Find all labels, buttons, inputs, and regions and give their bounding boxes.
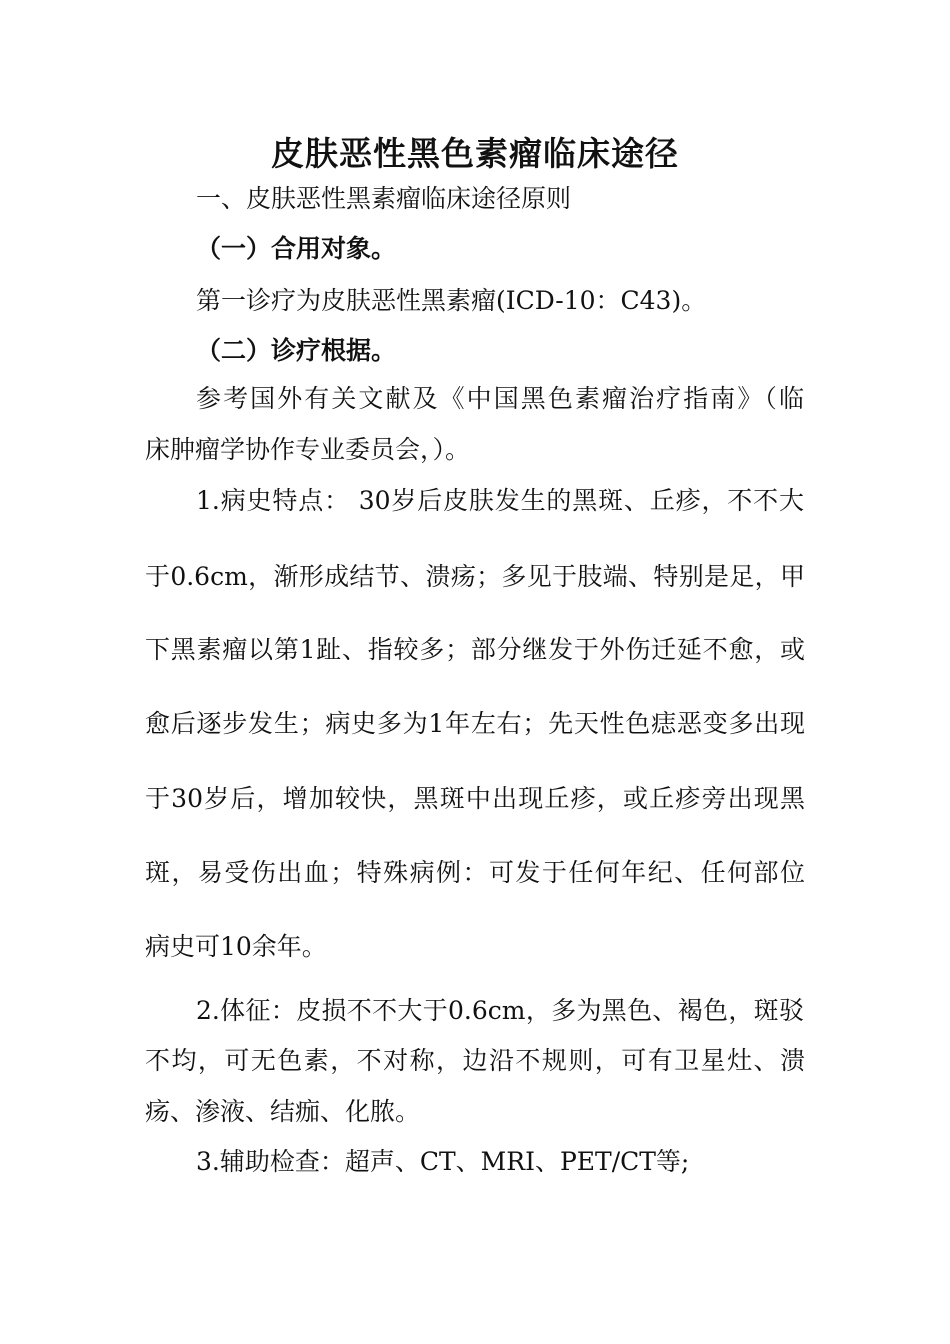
applicable-text: 第一诊疗为皮肤恶性黑素瘤(ICD-10：C43)。 [196,286,707,315]
basis-line: 参考国外有关文献及《中国黑色素瘤治疗指南》（临 [196,384,804,413]
signs-line: 2.体征：皮损不不大于0.6cm，多为黑色、褐色，斑驳 [196,996,804,1025]
section-heading: 一、皮肤恶性黑素瘤临床途径原则 [196,184,572,213]
signs-line: 不均，可无色素，不对称，边沿不规则，可有卫星灶、溃 [145,1046,805,1075]
basis-line: 床肿瘤学协作专业委员会，）。 [145,435,471,464]
auxiliary-exam-line: 3.辅助检查：超声、CT、MRI、PET/CT等; [196,1147,690,1176]
history-line: 于0.6cm，渐形成结节、溃疡；多见于肢端、特别是足，甲 [145,562,805,591]
subsection-heading-applicable: （一）合用对象。 [196,234,397,263]
history-line: 1.病史特点： 30岁后皮肤发生的黑斑、丘疹，不不大 [196,486,804,515]
document-title: 皮肤恶性黑色素瘤临床途径 [271,134,679,173]
history-line: 愈后逐步发生；病史多为1年左右；先天性色痣恶变多出现 [145,709,805,738]
history-line: 病史可10余年。 [145,932,327,961]
history-line: 斑，易受伤出血；特殊病例：可发于任何年纪、任何部位 [145,858,805,887]
history-line: 于30岁后，增加较快，黑斑中出现丘疹，或丘疹旁出现黑 [145,784,805,813]
signs-line: 疡、渗液、结痂、化脓。 [145,1097,421,1126]
subsection-heading-basis: （二）诊疗根据。 [196,336,397,365]
history-line: 下黑素瘤以第1趾、指较多；部分继发于外伤迁延不愈，或 [145,635,805,664]
